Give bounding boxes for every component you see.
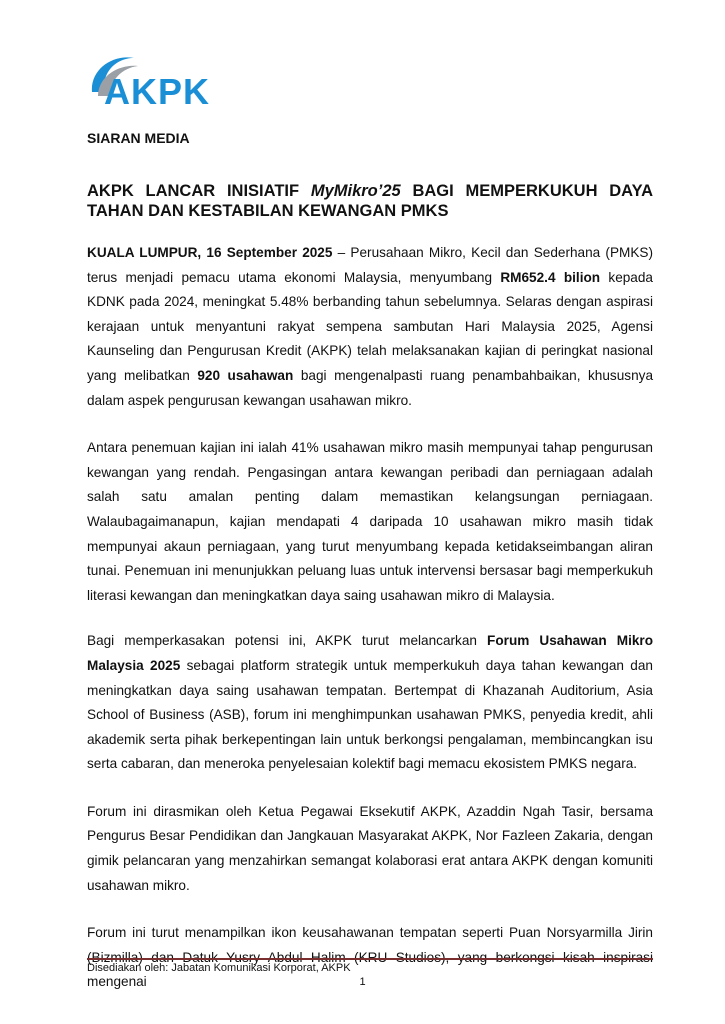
paragraph-3 <box>87 629 653 777</box>
paragraph-1-text-c: bagi mengenalpasti ruang penambahbaikan, khususnya dalam aspek pengurusan kewangan usahawan mikro. <box>87 367 654 408</box>
paragraph-1-text-b: kepada KDNK pada 2024, meningkat 5.48% berbanding tahun sebelumnya. Selaras dengan aspirasi kerajaan untuk menyantuni rakyat sempena sambutan Hari Malaysia 2025, Agensi Kaunseling dan Pengurusan Kredit (AKPK) telah melaksanakan kajian di peringkat nasional yang melibatkan <box>87 269 653 383</box>
article-body <box>87 241 653 1018</box>
page-number: 1 <box>359 976 366 988</box>
paragraph-3-text-a: Bagi memperkasakan potensi ini, AKPK turut melancarkan <box>87 633 488 649</box>
document-label: SIARAN MEDIA <box>87 130 190 146</box>
paragraph-2: Antara penemuan kajian ini ialah 41% usahawan mikro masih mempunyai tahap pengurusan kewangan yang rendah. Pengasingan antara kewangan peribadi dan perniagaan adalah salah satu amalan penting dalam memastikan kelangsungan perniagaan. Walaubagaimanapun, kajian mendapati 4 daripada 10 usahawan mikro masih tidak mempunyai akaun perniagaan, yang turut menyumbang kepada ketidakseimbangan aliran tunai. Penemuan ini menunjukkan peluang luas untuk intervensi bersasar bagi memperkukuh literasi kewangan dan meningkatkan daya saing usahawan mikro di Malaysia. <box>87 440 653 603</box>
dateline: KUALA LUMPUR, 16 September 2025 <box>87 245 333 260</box>
headline-italic: MyMikro’25 <box>310 182 401 200</box>
headline-part1: AKPK LANCAR INISIATIF <box>87 182 311 200</box>
headline-part2: BAGI MEMPERKUKUH DAYA TAHAN DAN KESTABILAN KEWANGAN PMKS <box>87 182 653 220</box>
paragraph-3-text-b: sebagai platform strategik untuk memperkukuh daya tahan kewangan dan meningkatkan daya saing usahawan tempatan. Bertempat di Khazanah Auditorium, Asia School of Business (ASB), forum ini menghimpunkan usahawan PMKS, penyedia kredit, ahli akademik serta pihak berkepentingan lain untuk berkongsi pengalaman, membincangkan isu serta cabaran, dan meneroka penyelesaian kolektif bagi memacu ekosistem PMKS negara. <box>87 657 653 772</box>
logo-text: AKPK <box>104 71 211 112</box>
headline <box>87 181 653 221</box>
footer-divider <box>87 958 653 960</box>
footer-prepared-by: Disediakan oleh: Jabatan Komunikasi Korporat, AKPK <box>87 962 351 974</box>
survey-count: 920 usahawan <box>197 367 294 383</box>
paragraph-5: Forum ini turut menampilkan ikon keusahawanan tempatan seperti Puan Norsyarmilla Jirin mengenai <box>87 925 653 990</box>
paragraph-4: Forum ini dirasmikan oleh Ketua Pegawai Eksekutif AKPK, Azaddin Ngah Tasir, bersama Pengurus Besar Pendidikan dan Jangkauan Masyarakat AKPK, Nor Fazleen Zakaria, dengan gimik pelancaran yang menzahirkan semangat kolaborasi erat antara AKPK dengan komuniti usahawan mikro. <box>87 803 653 893</box>
forum-name: Forum Usahawan Mikro Malaysia 2025 <box>87 633 653 673</box>
paragraph-1 <box>87 241 653 413</box>
paragraph-1-text-a: – Perusahaan Mikro, Kecil dan Sederhana (PMKS) terus menjadi pemacu utama ekonomi Malaysia, menyumbang <box>87 245 653 285</box>
gdp-contribution: RM652.4 bilion <box>500 269 601 285</box>
